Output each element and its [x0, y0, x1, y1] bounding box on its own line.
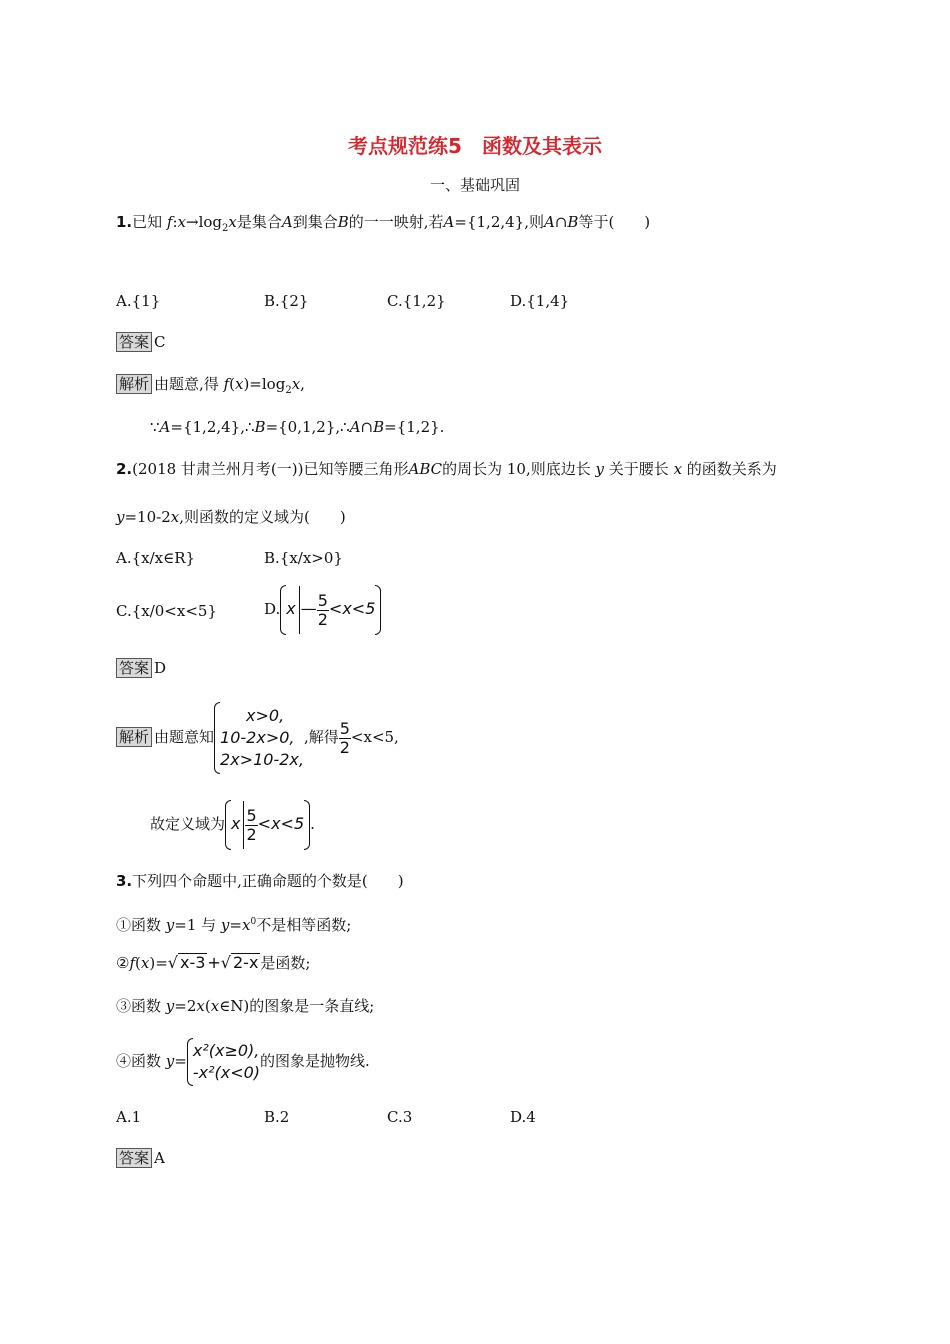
- q2-option-d[interactable]: [264, 584, 381, 635]
- text: ②: [116, 954, 130, 972]
- var: x: [286, 599, 296, 618]
- q1-option-d[interactable]: D.{1,4}: [510, 292, 570, 310]
- text: 由题意知: [154, 728, 215, 746]
- option-label: D.: [264, 600, 281, 618]
- answer-tag: 答案: [116, 658, 152, 678]
- question-1-stem: [116, 212, 650, 239]
- var: x: [210, 997, 220, 1015]
- var: y: [165, 1052, 175, 1070]
- fraction: [317, 592, 329, 629]
- q2-analysis: [116, 700, 399, 774]
- case-2: -x²(x<0): [192, 1063, 261, 1082]
- q3-proposition-3: [116, 996, 374, 1016]
- text: (: [204, 997, 211, 1015]
- text: (: [229, 375, 235, 393]
- radical-sign: √: [167, 953, 178, 972]
- q2-option-c[interactable]: C.{x/0<x<5}: [116, 602, 217, 620]
- text: 的周长为 10,则底边长: [442, 460, 596, 478]
- case-1: x²(x≥0),: [192, 1041, 260, 1060]
- var: B: [567, 213, 579, 231]
- numerator: 5: [339, 718, 350, 738]
- analysis-tag: 解析: [116, 374, 152, 394]
- var: A: [281, 213, 293, 231]
- var: f: [129, 954, 136, 972]
- answer-tag: 答案: [116, 1148, 152, 1168]
- var: x: [291, 375, 301, 393]
- text: 的一一映射,若: [348, 213, 444, 231]
- fraction: [245, 807, 257, 844]
- q2-option-a[interactable]: A.{x/x∈R}: [116, 549, 196, 567]
- text: ∩: [554, 213, 568, 231]
- var: B: [254, 418, 266, 436]
- var: x: [140, 954, 150, 972]
- question-3-stem: [116, 871, 404, 891]
- var: x: [228, 213, 237, 231]
- text: ∵: [150, 418, 160, 436]
- q3-answer: [116, 1148, 165, 1168]
- text: ①函数: [116, 916, 166, 934]
- question-number: 3.: [116, 872, 133, 890]
- text: 故定义域为: [150, 815, 226, 833]
- text: .: [310, 815, 315, 833]
- text: ,则函数的定义域为( ): [179, 508, 346, 526]
- var: x: [170, 508, 180, 526]
- text: ={1,2,4},则: [454, 213, 544, 231]
- text: )=log: [243, 375, 286, 393]
- q1-option-a[interactable]: A.{1}: [116, 292, 161, 310]
- q3-option-d[interactable]: D.4: [510, 1108, 536, 1126]
- right-brace: [375, 585, 381, 635]
- var: y: [165, 997, 175, 1015]
- text: =2: [174, 997, 197, 1015]
- q2-option-b[interactable]: B.{x/x>0}: [264, 549, 343, 567]
- var: x: [234, 375, 244, 393]
- text: =10-2: [124, 508, 171, 526]
- text: ∈N)的图象是一条直线;: [219, 997, 375, 1015]
- system-line-3: 2x>10-2x,: [220, 750, 304, 769]
- text: ={1,2,4},∴: [170, 418, 255, 436]
- text: ,解得: [303, 728, 339, 746]
- text: ∩: [360, 418, 374, 436]
- text: 由题意,得: [154, 375, 224, 393]
- question-number: 1.: [116, 213, 133, 231]
- var: A: [543, 213, 555, 231]
- minus-sign: —: [300, 599, 317, 618]
- text: )=: [149, 954, 168, 972]
- denominator: 2: [339, 737, 350, 757]
- var: B: [373, 418, 385, 436]
- text: ={1,2}.: [384, 418, 445, 436]
- answer-value: A: [154, 1149, 165, 1167]
- text: ={0,1,2},∴: [265, 418, 350, 436]
- plus-sign: +: [207, 953, 221, 972]
- var: x: [231, 814, 241, 833]
- text: 到集合: [292, 213, 338, 231]
- text: (2018 甘肃兰州月考(一))已知等腰三角形: [132, 460, 409, 478]
- q1-answer: [116, 332, 166, 352]
- q1-analysis-line-2: [150, 417, 444, 437]
- var: x: [241, 916, 251, 934]
- q1-analysis-line-1: [116, 374, 305, 401]
- var: y: [116, 508, 125, 526]
- answer-value: D: [154, 659, 167, 677]
- text: =1 与: [174, 916, 221, 934]
- var: y: [220, 916, 230, 934]
- var: y: [595, 460, 605, 478]
- text: (: [135, 954, 141, 972]
- text: =: [229, 916, 242, 934]
- question-2-stem-line-2: [116, 507, 346, 527]
- q3-option-c[interactable]: C.3: [387, 1108, 413, 1126]
- numerator: 5: [246, 805, 257, 825]
- text: :: [172, 213, 178, 231]
- text: 已知: [132, 213, 167, 231]
- numerator: 5: [317, 590, 328, 610]
- inequality: <x<5: [328, 599, 376, 618]
- var: ABC: [408, 460, 443, 478]
- q1-option-b[interactable]: B.{2}: [264, 292, 309, 310]
- section-heading: 一、基础巩固: [429, 176, 520, 194]
- question-number: 2.: [116, 460, 133, 478]
- q3-proposition-1: [116, 912, 351, 935]
- system-line-1: x>0,: [246, 706, 285, 725]
- q3-option-b[interactable]: B.2: [264, 1108, 290, 1126]
- q3-proposition-4: [116, 1036, 370, 1086]
- radicand: 2-x: [233, 953, 259, 972]
- radical-sign: √: [220, 953, 231, 972]
- question-2-stem-line-1: [116, 459, 777, 479]
- system-line-2: 10-2x>0,: [220, 728, 295, 747]
- inequality: <x<5: [257, 814, 305, 833]
- var: f: [166, 213, 173, 231]
- subscript: 2: [285, 385, 292, 396]
- equation-system: [220, 705, 304, 771]
- text: ④函数: [116, 1052, 166, 1070]
- text: 不是相等函数;: [256, 916, 352, 934]
- text: <x<5,: [350, 728, 399, 746]
- text: 下列四个命题中,正确命题的个数是( ): [132, 872, 404, 890]
- var: x: [196, 997, 205, 1015]
- text: 的图象是抛物线.: [260, 1052, 370, 1070]
- text: 的函数关系为: [682, 460, 777, 478]
- page-title: 考点规范练5 函数及其表示: [348, 134, 602, 158]
- var: x: [177, 213, 187, 231]
- var: y: [165, 916, 175, 934]
- q1-option-c[interactable]: C.{1,2}: [387, 292, 446, 310]
- text: →log: [186, 213, 223, 231]
- var: f: [223, 375, 230, 393]
- var: A: [443, 213, 455, 231]
- text: 是函数;: [260, 954, 311, 972]
- radicand: x-3: [179, 953, 206, 972]
- text: 关于腰长: [604, 460, 674, 478]
- answer-tag: 答案: [116, 332, 152, 352]
- analysis-tag: 解析: [116, 727, 152, 747]
- text: 是集合: [236, 213, 282, 231]
- denominator: 2: [317, 609, 328, 629]
- text: ,: [300, 375, 305, 393]
- text: 等于( ): [578, 213, 651, 231]
- fraction: [339, 720, 351, 757]
- q2-answer: [116, 658, 166, 678]
- piecewise-cases: [193, 1040, 260, 1084]
- superscript: 0: [250, 917, 257, 927]
- var: A: [159, 418, 171, 436]
- q2-domain: [150, 798, 315, 850]
- subscript: 2: [222, 223, 229, 234]
- answer-value: C: [154, 333, 166, 351]
- q3-proposition-2: [116, 951, 310, 975]
- var: B: [337, 213, 349, 231]
- q3-option-a[interactable]: A.1: [116, 1108, 142, 1126]
- text: =: [174, 1052, 187, 1070]
- denominator: 2: [246, 824, 257, 844]
- var: x: [673, 460, 683, 478]
- text: ③函数: [116, 997, 166, 1015]
- var: A: [349, 418, 361, 436]
